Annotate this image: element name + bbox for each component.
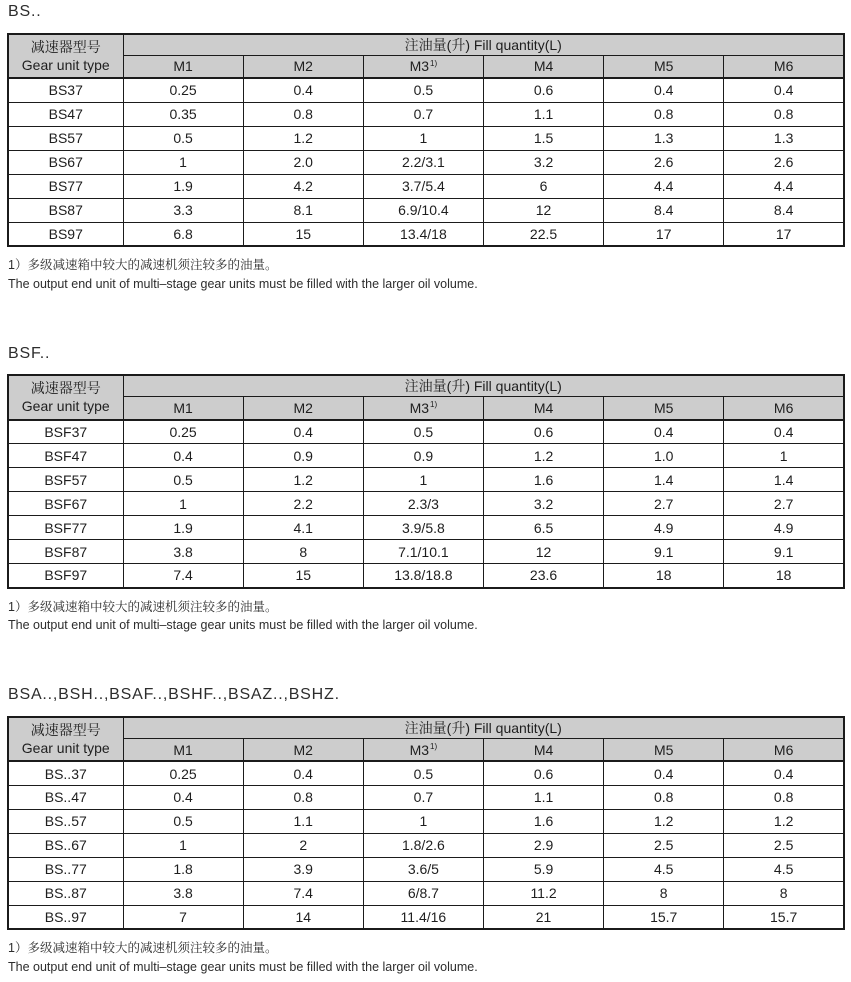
fill-quantity-value: 0.9	[363, 444, 483, 468]
fill-quantity-value: 18	[604, 564, 724, 588]
mounting-position-header-row	[8, 397, 844, 420]
fill-quantity-value: 3.2	[483, 492, 603, 516]
fill-quantity-value: 1.1	[483, 102, 603, 126]
column-header-m5: M5	[604, 397, 724, 420]
fill-quantity-value: 6.8	[123, 222, 243, 246]
gear-unit-model: BSF67	[8, 492, 123, 516]
footnote-zh: 1）多级减速箱中较大的减速机须注较多的油量。	[8, 941, 278, 956]
fill-quantity-value: 2.3/3	[363, 492, 483, 516]
fill-quantity-value: 8.4	[604, 198, 724, 222]
fill-quantity-value: 13.8/18.8	[363, 564, 483, 588]
gear-unit-model: BSF87	[8, 540, 123, 564]
fill-quantity-value: 1.2	[243, 468, 363, 492]
fill-quantity-value: 0.8	[243, 785, 363, 809]
section-title: BSA..,BSH..,BSAF..,BSHF..,BSAZ..,BSHZ.	[8, 686, 340, 704]
fill-quantity-value: 3.8	[123, 540, 243, 564]
column-header-m2: M2	[243, 397, 363, 420]
fill-quantity-value: 1.8/2.6	[363, 833, 483, 857]
table-row	[8, 420, 844, 444]
footnote-marker: 1)	[430, 58, 438, 68]
fill-quantity-value: 6	[483, 174, 603, 198]
gear-unit-model: BS..37	[8, 761, 123, 785]
fill-quantity-value: 3.7/5.4	[363, 174, 483, 198]
column-header-m4: M4	[483, 55, 603, 78]
table-row	[8, 905, 844, 929]
fill-quantity-value: 22.5	[483, 222, 603, 246]
fill-quantity-header: 注油量(升) Fill quantity(L)	[123, 375, 844, 397]
fill-quantity-value: 2.7	[604, 492, 724, 516]
footnote	[8, 939, 845, 977]
fill-quantity-value: 0.6	[483, 761, 603, 785]
table-row	[8, 516, 844, 540]
gear-unit-model: BS87	[8, 198, 123, 222]
table-header-row	[8, 375, 844, 397]
fill-quantity-value: 8	[604, 881, 724, 905]
fill-quantity-value: 1.8	[123, 857, 243, 881]
fill-quantity-value: 11.4/16	[363, 905, 483, 929]
fill-quantity-value: 0.5	[123, 468, 243, 492]
gear-unit-model: BS97	[8, 222, 123, 246]
gear-unit-type-en: Gear unit type	[21, 740, 110, 757]
gear-unit-model: BSF97	[8, 564, 123, 588]
column-header-m3: M3$^{1)}$	[363, 738, 483, 761]
fill-quantity-value: 1.2	[243, 126, 363, 150]
table-row	[8, 564, 844, 588]
footnote-en: The output end unit of multi–stage gear units must be filled with the larger oil volume.	[8, 276, 478, 291]
column-header-m5: M5	[604, 55, 724, 78]
fill-quantity-value: 6.5	[483, 516, 603, 540]
gear-unit-type-zh: 减速器型号	[30, 380, 101, 397]
table-row	[8, 150, 844, 174]
gear-unit-model: BSF57	[8, 468, 123, 492]
fill-quantity-value: 0.4	[243, 78, 363, 102]
fill-quantity-value: 0.35	[123, 102, 243, 126]
fill-quantity-value: 1.6	[483, 468, 603, 492]
gear-unit-model: BS..47	[8, 785, 123, 809]
section-title: BSF..	[8, 344, 51, 362]
table-row	[8, 222, 844, 246]
fill-quantity-value: 1	[363, 809, 483, 833]
fill-quantity-value: 1.1	[243, 809, 363, 833]
fill-quantity-value: 15.7	[604, 905, 724, 929]
gear-unit-model: BS..87	[8, 881, 123, 905]
footnote-en: The output end unit of multi–stage gear units must be filled with the larger oil volume.	[8, 618, 478, 633]
fill-quantity-value: 0.8	[243, 102, 363, 126]
gear-unit-model: BS..57	[8, 809, 123, 833]
fill-quantity-value: 0.8	[724, 102, 844, 126]
fill-quantity-value: 17	[724, 222, 844, 246]
fill-quantity-value: 2.7	[724, 492, 844, 516]
gear-unit-model: BSF37	[8, 420, 123, 444]
fill-quantity-value: 23.6	[483, 564, 603, 588]
mounting-position-header-row	[8, 738, 844, 761]
fill-quantity-value: 0.4	[604, 420, 724, 444]
gear-unit-type-header	[8, 34, 123, 79]
fill-quantity-value: 2.2/3.1	[363, 150, 483, 174]
gear-unit-model: BS57	[8, 126, 123, 150]
column-header-m4: M4	[483, 397, 603, 420]
fill-quantity-value: 0.4	[724, 420, 844, 444]
gear-unit-model: BS47	[8, 102, 123, 126]
gear-unit-type-en: Gear unit type	[21, 398, 110, 415]
fill-quantity-value: 2.5	[604, 833, 724, 857]
table-row	[8, 174, 844, 198]
table-row	[8, 78, 844, 102]
column-header-m2: M2	[243, 738, 363, 761]
column-header-m3: M3$^{1)}$	[363, 397, 483, 420]
fill-quantity-value: 3.9/5.8	[363, 516, 483, 540]
table-row	[8, 102, 844, 126]
fill-quantity-value: 0.25	[123, 420, 243, 444]
section-bsf	[7, 345, 845, 636]
table-row	[8, 126, 844, 150]
gear-unit-type-en: Gear unit type	[21, 56, 110, 73]
column-header-m1: M1	[123, 55, 243, 78]
table-row	[8, 881, 844, 905]
fill-quantity-value: 1	[123, 492, 243, 516]
column-header-m4: M4	[483, 738, 603, 761]
fill-quantity-value: 4.9	[604, 516, 724, 540]
fill-quantity-value: 15.7	[724, 905, 844, 929]
fill-quantity-value: 8	[724, 881, 844, 905]
gear-unit-model: BS77	[8, 174, 123, 198]
gear-unit-model: BS..97	[8, 905, 123, 929]
footnote	[8, 256, 845, 294]
fill-quantity-value: 0.5	[363, 420, 483, 444]
fill-quantity-value: 15	[243, 222, 363, 246]
fill-quantity-value: 2.6	[724, 150, 844, 174]
table-header-row	[8, 34, 844, 56]
fill-quantity-value: 14	[243, 905, 363, 929]
fill-quantity-value: 4.4	[604, 174, 724, 198]
fill-quantity-value: 0.5	[363, 761, 483, 785]
fill-quantity-value: 8.4	[724, 198, 844, 222]
column-header-m5: M5	[604, 738, 724, 761]
table-row	[8, 785, 844, 809]
table-row	[8, 833, 844, 857]
table-row	[8, 468, 844, 492]
fill-quantity-value: 1	[123, 833, 243, 857]
footnote-zh: 1）多级减速箱中较大的减速机须注较多的油量。	[8, 258, 278, 273]
fill-quantity-value: 4.1	[243, 516, 363, 540]
footnote-en: The output end unit of multi–stage gear units must be filled with the larger oil volume.	[8, 960, 478, 975]
fill-quantity-value: 0.4	[604, 78, 724, 102]
fill-quantity-value: 18	[724, 564, 844, 588]
table-row	[8, 761, 844, 785]
table-header-row	[8, 717, 844, 739]
fill-quantity-header: 注油量(升) Fill quantity(L)	[123, 34, 844, 56]
fill-quantity-value: 1	[724, 444, 844, 468]
fill-quantity-value: 13.4/18	[363, 222, 483, 246]
fill-quantity-value: 2.2	[243, 492, 363, 516]
gear-unit-type-zh: 减速器型号	[30, 721, 101, 738]
column-header-m6: M6	[724, 397, 844, 420]
fill-quantity-value: 4.5	[724, 857, 844, 881]
fill-quantity-value: 6.9/10.4	[363, 198, 483, 222]
fill-quantity-value: 17	[604, 222, 724, 246]
gear-unit-model: BSF77	[8, 516, 123, 540]
fill-quantity-value: 0.4	[243, 761, 363, 785]
fill-quantity-value: 1.4	[604, 468, 724, 492]
fill-quantity-value: 0.25	[123, 78, 243, 102]
fill-quantity-value: 0.4	[123, 785, 243, 809]
fill-quantity-value: 0.4	[123, 444, 243, 468]
table-row	[8, 857, 844, 881]
column-header-m6: M6	[724, 55, 844, 78]
fill-quantity-value: 12	[483, 198, 603, 222]
fill-quantity-value: 0.4	[243, 420, 363, 444]
fill-quantity-value: 1	[123, 150, 243, 174]
fill-quantity-value: 12	[483, 540, 603, 564]
fill-quantity-value: 2.9	[483, 833, 603, 857]
fill-quantity-value: 11.2	[483, 881, 603, 905]
footnote-marker: 1)	[430, 400, 438, 410]
fill-quantity-value: 0.4	[724, 761, 844, 785]
fill-quantity-value: 0.6	[483, 420, 603, 444]
section-bsa-bsh	[7, 686, 845, 977]
fill-quantity-value: 21	[483, 905, 603, 929]
gear-unit-type-zh: 减速器型号	[30, 38, 101, 55]
fill-quantity-value: 1	[363, 468, 483, 492]
fill-quantity-table	[7, 33, 845, 248]
fill-quantity-value: 1.9	[123, 174, 243, 198]
fill-quantity-value: 1.3	[604, 126, 724, 150]
table-row	[8, 444, 844, 468]
fill-quantity-value: 1.1	[483, 785, 603, 809]
column-header-m6: M6	[724, 738, 844, 761]
fill-quantity-value: 1.2	[724, 809, 844, 833]
fill-quantity-value: 9.1	[604, 540, 724, 564]
fill-quantity-value: 1.2	[604, 809, 724, 833]
table-row	[8, 198, 844, 222]
fill-quantity-value: 3.2	[483, 150, 603, 174]
footnote-zh: 1）多级减速箱中较大的减速机须注较多的油量。	[8, 599, 278, 614]
fill-quantity-value: 1.0	[604, 444, 724, 468]
fill-quantity-table	[7, 716, 845, 931]
fill-quantity-value: 3.8	[123, 881, 243, 905]
fill-quantity-value: 0.9	[243, 444, 363, 468]
fill-quantity-value: 2.5	[724, 833, 844, 857]
gear-unit-model: BSF47	[8, 444, 123, 468]
fill-quantity-value: 4.9	[724, 516, 844, 540]
fill-quantity-value: 0.5	[363, 78, 483, 102]
fill-quantity-value: 3.6/5	[363, 857, 483, 881]
footnote	[8, 598, 845, 636]
fill-quantity-value: 2.6	[604, 150, 724, 174]
fill-quantity-value: 1	[363, 126, 483, 150]
fill-quantity-table	[7, 374, 845, 589]
column-header-m3: M3$^{1)}$	[363, 55, 483, 78]
fill-quantity-value: 8	[243, 540, 363, 564]
fill-quantity-value: 4.4	[724, 174, 844, 198]
fill-quantity-value: 5.9	[483, 857, 603, 881]
column-header-m2: M2	[243, 55, 363, 78]
fill-quantity-value: 1.5	[483, 126, 603, 150]
fill-quantity-value: 7.4	[123, 564, 243, 588]
section-bs	[7, 3, 845, 294]
fill-quantity-value: 3.3	[123, 198, 243, 222]
fill-quantity-value: 0.7	[363, 785, 483, 809]
table-row	[8, 809, 844, 833]
gear-unit-type-header	[8, 717, 123, 762]
fill-quantity-value: 4.2	[243, 174, 363, 198]
column-header-m1: M1	[123, 738, 243, 761]
gear-unit-model: BS..77	[8, 857, 123, 881]
fill-quantity-value: 6/8.7	[363, 881, 483, 905]
fill-quantity-value: 0.5	[123, 126, 243, 150]
gear-unit-model: BS..67	[8, 833, 123, 857]
fill-quantity-value: 0.6	[483, 78, 603, 102]
fill-quantity-value: 1.2	[483, 444, 603, 468]
gear-unit-model: BS37	[8, 78, 123, 102]
fill-quantity-value: 7	[123, 905, 243, 929]
fill-quantity-value: 1.9	[123, 516, 243, 540]
fill-quantity-value: 1.6	[483, 809, 603, 833]
section-title: BS..	[8, 3, 42, 20]
fill-quantity-value: 0.4	[724, 78, 844, 102]
fill-quantity-value: 1.4	[724, 468, 844, 492]
fill-quantity-value: 7.4	[243, 881, 363, 905]
table-row	[8, 540, 844, 564]
fill-quantity-value: 15	[243, 564, 363, 588]
fill-quantity-value: 0.4	[604, 761, 724, 785]
gear-unit-type-header	[8, 375, 123, 420]
gear-unit-model: BS67	[8, 150, 123, 174]
fill-quantity-value: 0.8	[604, 785, 724, 809]
mounting-position-header-row	[8, 55, 844, 78]
column-header-m1: M1	[123, 397, 243, 420]
fill-quantity-value: 3.9	[243, 857, 363, 881]
fill-quantity-value: 0.5	[123, 809, 243, 833]
fill-quantity-value: 2.0	[243, 150, 363, 174]
fill-quantity-value: 0.7	[363, 102, 483, 126]
fill-quantity-value: 4.5	[604, 857, 724, 881]
fill-quantity-value: 2	[243, 833, 363, 857]
fill-quantity-value: 0.8	[604, 102, 724, 126]
fill-quantity-value: 0.8	[724, 785, 844, 809]
fill-quantity-header: 注油量(升) Fill quantity(L)	[123, 717, 844, 739]
fill-quantity-value: 9.1	[724, 540, 844, 564]
fill-quantity-value: 8.1	[243, 198, 363, 222]
fill-quantity-value: 7.1/10.1	[363, 540, 483, 564]
table-row	[8, 492, 844, 516]
fill-quantity-value: 0.25	[123, 761, 243, 785]
fill-quantity-value: 1.3	[724, 126, 844, 150]
footnote-marker: 1)	[430, 741, 438, 751]
